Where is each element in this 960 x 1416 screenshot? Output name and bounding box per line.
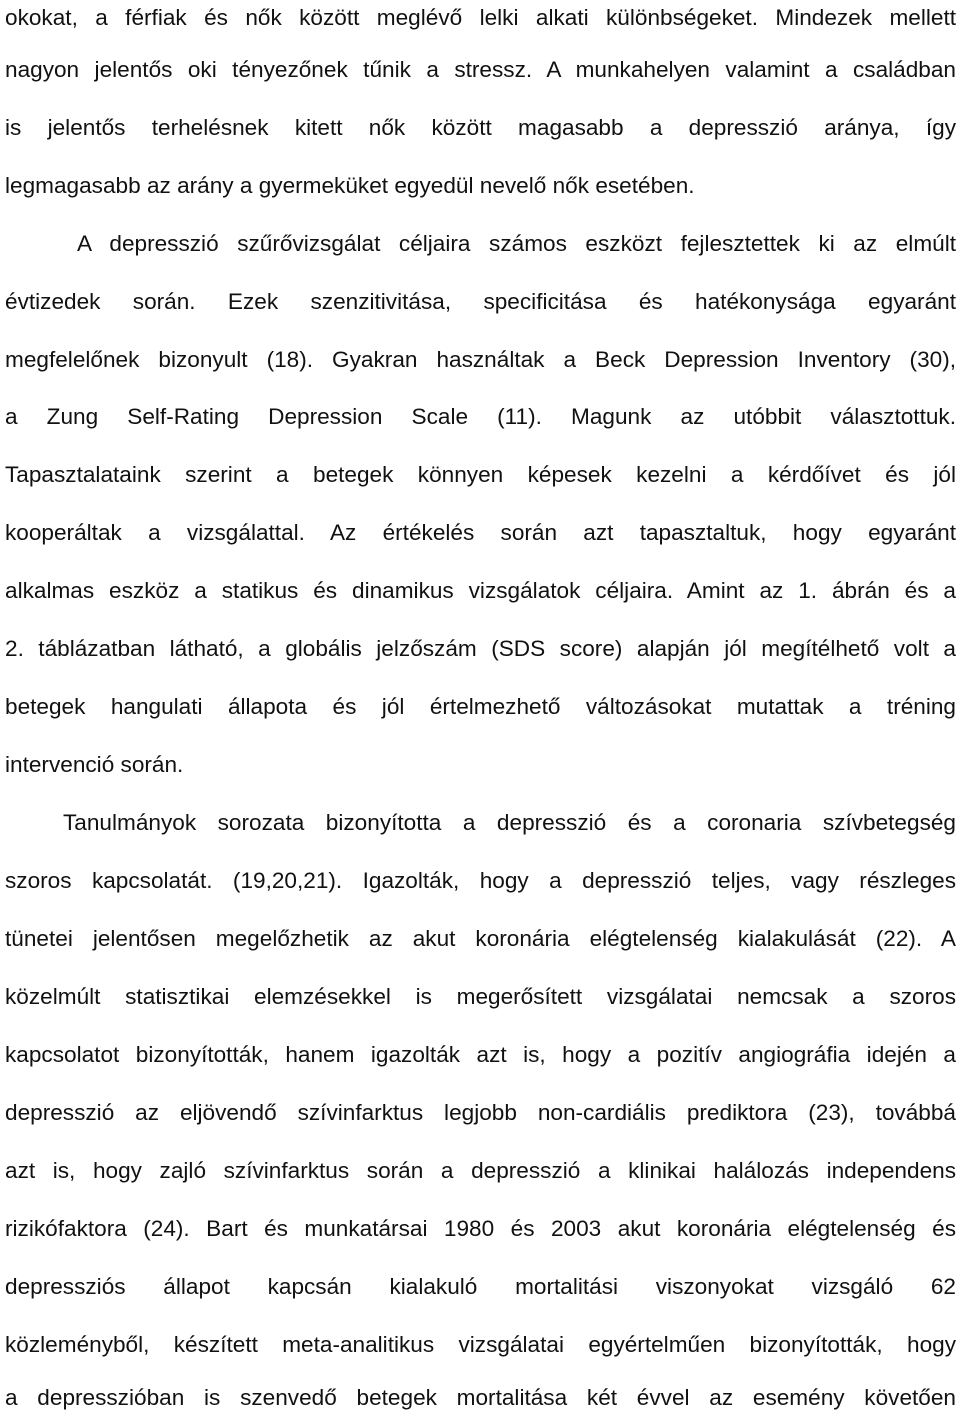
text-line-22: rizikófaktora (24). Bart és munkatársai 1980 és 2003 akut koronária elégtelenség és [5,1216,956,1241]
text-line-19: kapcsolatot bizonyították, hanem igazolták azt is, hogy a pozitív angiográfia idején a [5,1042,956,1067]
text-line-5: A depresszió szűrővizsgálat céljaira számos eszközt fejlesztettek ki az elmúlt [77,231,956,256]
text-line-4: legmagasabb az arány a gyermeküket egyedül nevelő nők esetében. [5,173,695,198]
text-line-8: a Zung Self-Rating Depression Scale (11). Magunk az utóbbit választottuk. [5,404,956,429]
text-line-3: is jelentős terhelésnek kitett nők között magasabb a depresszió aránya, így [5,115,956,140]
text-line-13: betegek hangulati állapota és jól értelmezhető változásokat mutattak a tréning [5,694,956,719]
text-line-12: 2. táblázatban látható, a globális jelzőszám (SDS score) alapján jól megítélhető volt a [5,636,956,661]
text-line-21: azt is, hogy zajló szívinfarktus során a depresszió a klinikai halálozás independens [5,1158,956,1183]
text-line-20: depresszió az eljövendő szívinfarktus legjobb non-cardiális prediktora (23), továbbá [5,1100,956,1125]
text-line-11: alkalmas eszköz a statikus és dinamikus vizsgálatok céljaira. Amint az 1. ábrán és a [5,578,956,603]
text-line-15: Tanulmányok sorozata bizonyította a depresszió és a coronaria szívbetegség [63,810,956,835]
text-line-17: tünetei jelentősen megelőzhetik az akut koronária elégtelenség kialakulását (22). A [5,926,956,951]
text-line-7: megfelelőnek bizonyult (18). Gyakran használtak a Beck Depression Inventory (30), [5,347,956,372]
text-line-1: okokat, a férfiak és nők között meglévő lelki alkati különbségeket. Mindezek mellett [5,5,956,30]
text-line-25: a depresszióban is szenvedő betegek mortalitása két évvel az esemény követően [5,1385,956,1410]
text-line-9: Tapasztalataink szerint a betegek könnyen képesek kezelni a kérdőívet és jól [5,462,956,487]
text-line-10: kooperáltak a vizsgálattal. Az értékelés során azt tapasztaltuk, hogy egyaránt [5,520,956,545]
text-line-2: nagyon jelentős oki tényezőnek tűnik a stressz. A munkahelyen valamint a családban [5,57,956,82]
text-line-18: közelmúlt statisztikai elemzésekkel is megerősített vizsgálatai nemcsak a szoros [5,984,956,1009]
text-line-14: intervenció során. [5,752,184,777]
text-line-24: közleményből, készített meta-analitikus vizsgálatai egyértelműen bizonyították, hogy [5,1332,956,1357]
text-line-23: depressziós állapot kapcsán kialakuló mortalitási viszonyokat vizsgáló 62 [5,1274,956,1299]
text-line-16: szoros kapcsolatát. (19,20,21). Igazolták, hogy a depresszió teljes, vagy részleges [5,868,956,893]
text-line-6: évtizedek során. Ezek szenzitivitása, specificitása és hatékonysága egyaránt [5,289,956,314]
